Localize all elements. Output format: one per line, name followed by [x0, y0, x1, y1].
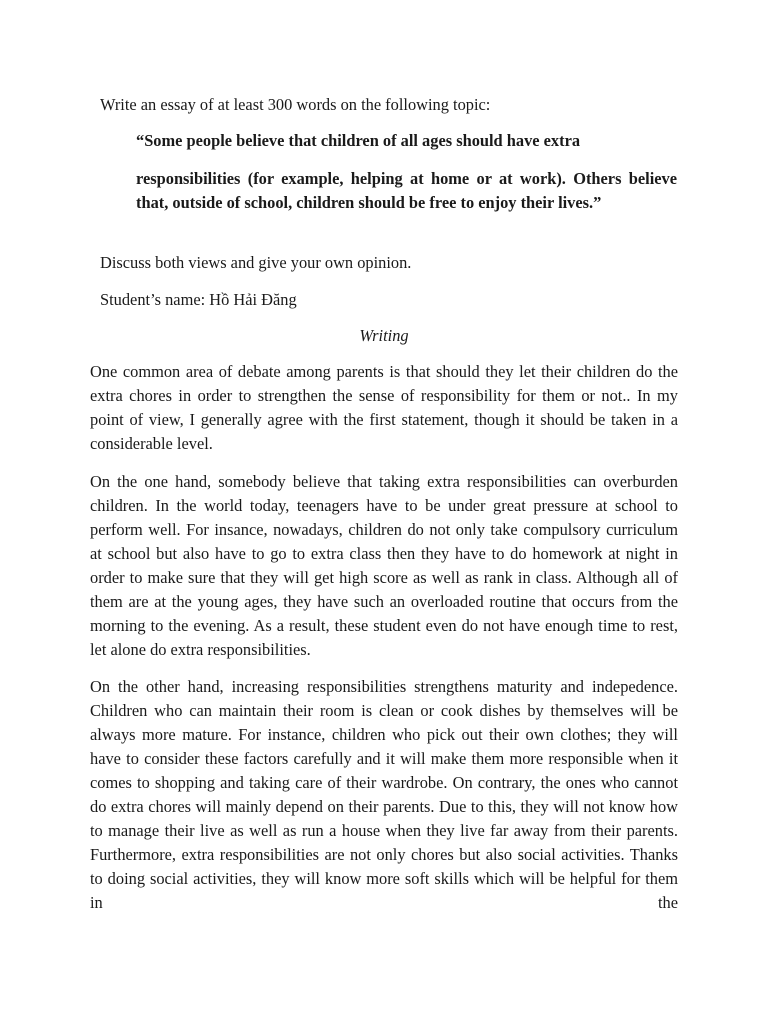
topic-quote-line-1: “Some people believe that children of all ages should have extra [136, 131, 581, 150]
student-name: Student’s name: Hồ Hải Đăng [100, 290, 297, 309]
essay-paragraph-2: On the one hand, somebody believe that taking extra responsibilities can overburden children. In the world today, teenagers have to be under great pressure at school to perform well. For insance, nowadays, children do not only take compulsory curriculum at school but also have to go to extra class then they have to do homework at night in order to make sure that they will get high score as well as rank in class. Although all of them are at the young ages, they have such an overloaded routine that occurs from the morning to the evening. As a result, these student even do not have enough time to rest, let alone do extra responsibilities. [90, 472, 678, 659]
essay-paragraph-3: On the other hand, increasing responsibilities strengthens maturity and indepedence. Children who can maintain their room is clean or cook dishes by themselves will be always more mature. For instance, children who pick out their own clothes; they will have to consider these factors carefully and it will make them more responsible when it comes to shopping and taking care of their wardrobe. On contrary, the ones who cannot do extra chores will mainly depend on their parents. Due to this, they will not know how to manage their live as well as run a house when they live far away from their parents. Furthermore, extra responsibilities are not only chores but also social activities. Thanks to doing social activities, they will know more soft skills which will be helpful for them in the [90, 677, 678, 912]
essay-instruction: Discuss both views and give your own opinion. [100, 253, 412, 272]
essay-prompt: Write an essay of at least 300 words on the following topic: [100, 95, 491, 114]
essay-paragraph-1: One common area of debate among parents is that should they let their children do the extra chores in order to strengthen the sense of responsibility for them or not.. In my point of view, I generally agree with the first statement, though it should be taken in a considerable level. [90, 362, 678, 453]
topic-quote-continuation: responsibilities (for example, helping at home or at work). Others believe that, outside of school, children should be free to enjoy their lives.” [136, 169, 677, 212]
essay-heading: Writing [359, 326, 409, 345]
